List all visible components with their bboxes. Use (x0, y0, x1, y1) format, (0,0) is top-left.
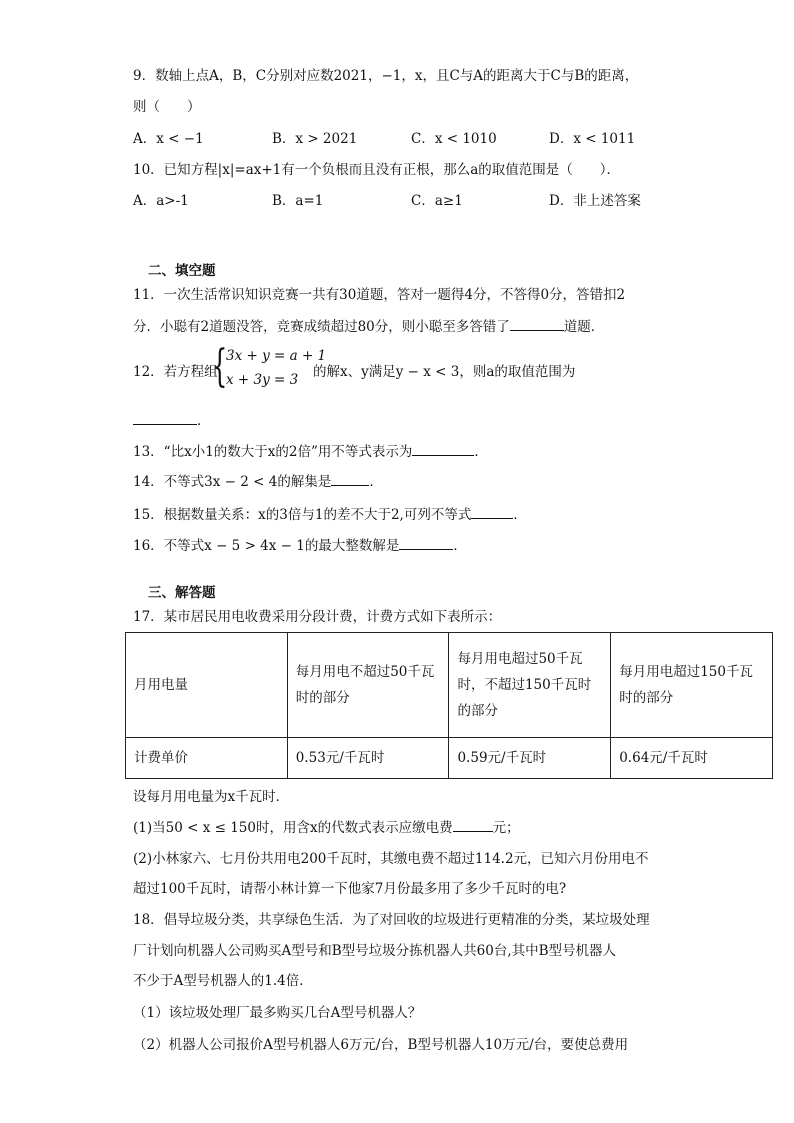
section-heading-fill-in: 二、填空题 (148, 263, 216, 279)
q13-text: 13．“比x小1的数大于x的2倍”用不等式表示为 (133, 444, 413, 460)
table-cell: 0.59元/千瓦时 (449, 738, 611, 779)
table-header-cell: 每月用电不超过50千瓦时的部分 (287, 633, 449, 738)
q14-answer-blank[interactable] (331, 471, 369, 486)
q17-part-1-text: (1)当50 < x ≤ 150时，用含x的代数式表示应缴电费 (133, 820, 453, 836)
q12-equation-1: 3x + y = a + 1 (226, 348, 327, 364)
q17-part-2-line-2: 超过100千瓦时，请帮小林计算一下他家7月份最多用了多少千瓦时的电? (133, 881, 567, 897)
q14-end: ． (369, 474, 383, 490)
q14 (133, 471, 383, 492)
q17-stem: 17．某市居民用电收费采用分段计费，计费方式如下表所示： (133, 609, 502, 625)
table-row (126, 633, 773, 738)
table-cell: 0.64元/千瓦时 (611, 738, 773, 779)
q12-end: ． (197, 413, 211, 429)
q17-part-1-end: 元； (492, 820, 520, 836)
q10-option-b: B．a=1 (272, 193, 324, 209)
q13-end: ． (474, 444, 488, 460)
q11-answer-blank[interactable] (510, 316, 564, 331)
q9-stem: 9．数轴上点A，B，C分别对应数2021，−1，x，且C与A的距离大于C与B的距离， (133, 68, 639, 84)
q12-equation-system (212, 341, 327, 394)
table-cell: 0.53元/千瓦时 (287, 738, 449, 779)
table-header-cell: 每月用电超过50千瓦时，不超过150千瓦时的部分 (449, 633, 611, 738)
q15 (133, 504, 527, 525)
q11-line-2 (133, 316, 604, 337)
q10-option-a: A．a>-1 (133, 193, 189, 209)
q12-suffix: 的解x、y满足y − x < 3，则a的取值范围为 (313, 364, 576, 380)
q16-answer-blank[interactable] (399, 535, 453, 550)
q13-answer-blank[interactable] (412, 441, 474, 456)
q10-option-c: C．a≥1 (411, 193, 463, 209)
q18-line-3: 不少于A型号机器人的1.4倍． (133, 973, 313, 989)
q12-answer-line (133, 410, 211, 431)
q12-equation-2: x + 3y = 3 (226, 372, 299, 388)
q11-suffix: 道题． (563, 319, 605, 335)
q18-line-2: 厂计划向机器人公司购买A型号和B型号垃圾分拣机器人共60台,其中B型号机器人 (133, 943, 617, 959)
table-row (126, 738, 773, 779)
q10-option-d: D．非上述答案 (549, 193, 641, 209)
q13 (133, 441, 488, 462)
q16 (133, 535, 467, 556)
table-cell: 计费单价 (126, 738, 288, 779)
q17-part-1 (133, 817, 520, 838)
q12-answer-blank[interactable] (133, 410, 197, 425)
q9-option-a: A．x < −1 (133, 131, 204, 147)
table-header-cell: 月用电量 (126, 633, 288, 738)
q15-answer-blank[interactable] (471, 504, 513, 519)
q15-text: 15．根据数量关系：x的3倍与1的差不大于2,可列不等式 (133, 507, 472, 523)
brace-icon: { (212, 341, 228, 392)
q9-option-d: D．x < 1011 (549, 131, 636, 147)
table-header-cell: 每月用电超过150千瓦时的部分 (611, 633, 773, 738)
q9-option-b: B．x > 2021 (272, 131, 358, 147)
q17-setup: 设每月用电量为x千瓦时． (133, 789, 290, 805)
q17-answer-blank[interactable] (453, 817, 493, 832)
q16-text: 16．不等式x − 5 > 4x − 1的最大整数解是 (133, 538, 400, 554)
section-heading-solutions: 三、解答题 (148, 585, 216, 601)
q14-text: 14．不等式3x − 2 < 4的解集是 (133, 474, 332, 490)
q16-end: ． (453, 538, 467, 554)
q9-option-c: C．x < 1010 (411, 131, 497, 147)
q18-line-1: 18．倡导垃圾分类，共享绿色生活．为了对回收的垃圾进行更精准的分类，某垃圾处理 (133, 912, 650, 928)
electricity-fee-table (125, 632, 773, 779)
q9-stem-2: 则（ ） (133, 99, 201, 115)
q18-part-2: （2）机器人公司报价A型号机器人6万元/台，B型号机器人10万元/台，要使总费用 (133, 1037, 629, 1053)
q15-end: ． (513, 507, 527, 523)
q18-part-1: （1）该垃圾处理厂最多购买几台A型号机器人？ (133, 1005, 422, 1021)
q12-prefix: 12．若方程组 (133, 364, 218, 380)
q11-line-1: 11．一次生活常识知识竞赛一共有30道题，答对一题得4分，不答得0分，答错扣2 (133, 287, 626, 303)
q10-stem: 10．已知方程|x|=ax+1有一个负根而且没有正根，那么a的取值范围是（ ）． (133, 162, 621, 178)
q11-text: 分．小聪有2道题没答，竞赛成绩超过80分，则小聪至多答错了 (133, 319, 510, 335)
q17-part-2-line-1: (2)小林家六、七月份共用电200千瓦时，其缴电费不超过114.2元，已知六月份用电不 (133, 851, 649, 867)
